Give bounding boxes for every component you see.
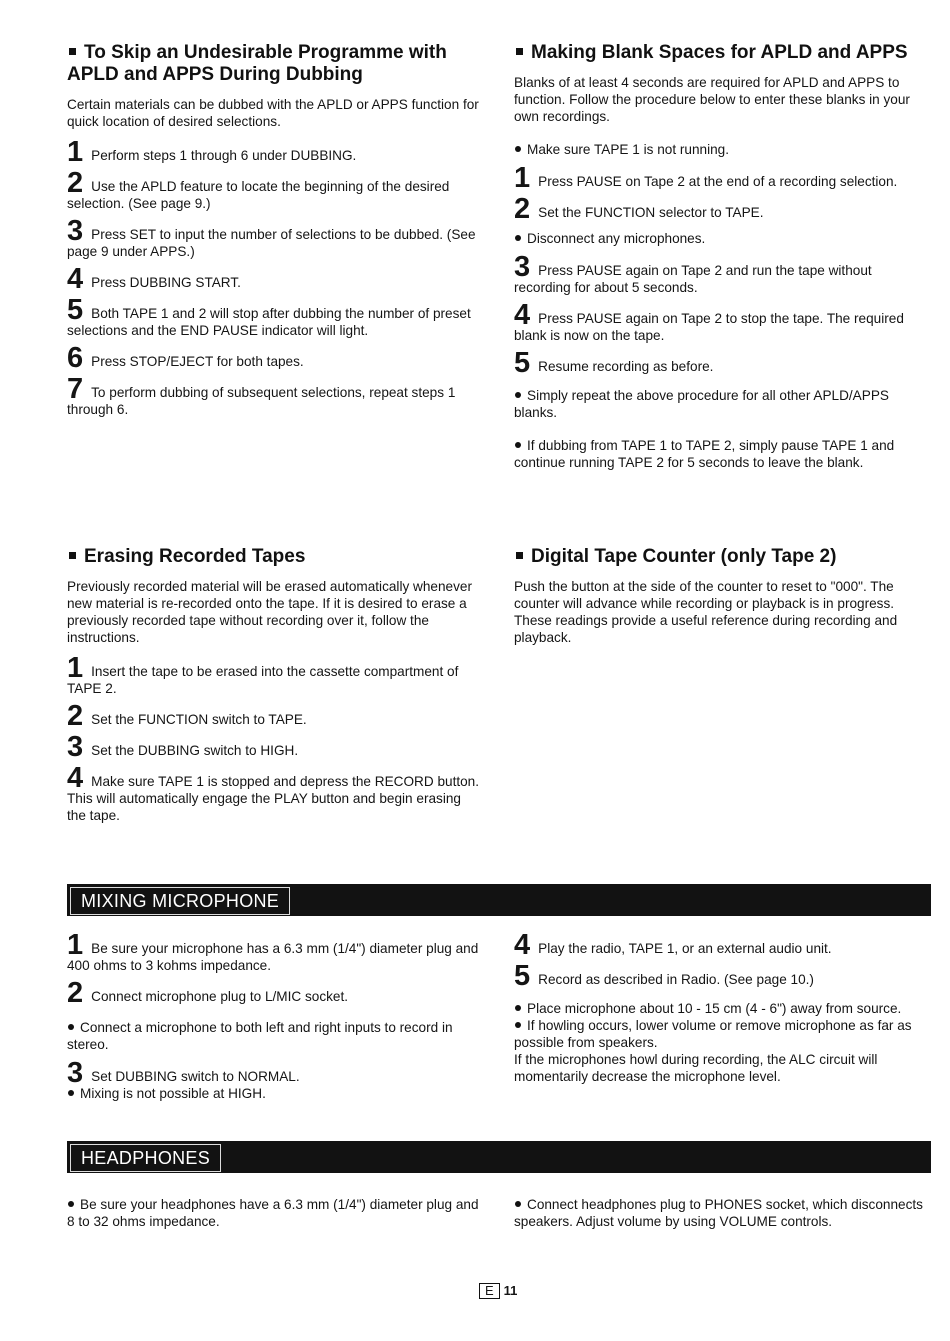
headphones-header: HEADPHONES xyxy=(70,1144,221,1172)
headphones-left xyxy=(67,1196,483,1240)
mixing-note-plain: If the microphones howl during recording, the ALC circuit will momentarily decrease the microphone level. xyxy=(514,1052,878,1084)
bullet-icon xyxy=(515,1005,521,1011)
erase-step: 1 Insert the tape to be erased into the cassette compartment of TAPE 2. xyxy=(67,652,459,696)
bullet-icon xyxy=(515,392,521,398)
blank-note: Make sure TAPE 1 is not running. xyxy=(514,141,930,158)
bullet-icon xyxy=(515,235,521,241)
skip-step: 5 Both TAPE 1 and 2 will stop after dubbing the number of preset selections and the END PAUSE indicator will light. xyxy=(67,294,471,338)
blank-step: 5 Resume recording as before. xyxy=(514,347,714,379)
skip-title: To Skip an Undesirable Programme with APLD and APPS During Dubbing xyxy=(67,42,447,85)
square-bullet-icon xyxy=(516,48,523,55)
blank-note: If dubbing from TAPE 1 to TAPE 2, simply pause TAPE 1 and continue running TAPE 2 for 5 seconds to leave the blank. xyxy=(514,438,895,470)
blank-step: 3 Press PAUSE again on Tape 2 and run the tape without recording for about 5 seconds. xyxy=(514,251,872,295)
bullet-icon xyxy=(515,442,521,448)
skip-step: 7 To perform dubbing of subsequent selections, repeat steps 1 through 6. xyxy=(67,373,456,417)
blank-note: Simply repeat the above procedure for all other APLD/APPS blanks. xyxy=(514,388,889,420)
counter-section xyxy=(514,546,930,658)
blank-step: 2 Set the FUNCTION selector to TAPE. xyxy=(514,193,764,225)
mixing-step: 4 Play the radio, TAPE 1, or an external audio unit. xyxy=(514,929,832,961)
skip-step: 6 Press STOP/EJECT for both tapes. xyxy=(67,342,304,374)
bullet-icon xyxy=(68,1090,74,1096)
mixing-step: 3 Set DUBBING switch to NORMAL. xyxy=(67,1057,300,1089)
blank-step: 4 Press PAUSE again on Tape 2 to stop the tape. The required blank is now on the tape. xyxy=(514,299,904,343)
mixing-right xyxy=(514,929,930,1097)
skip-step: 1 Perform steps 1 through 6 under DUBBING. xyxy=(67,136,357,168)
erase-step: 2 Set the FUNCTION switch to TAPE. xyxy=(67,700,307,732)
page-number: 11 xyxy=(503,1283,518,1298)
mixing-note: Place microphone about 10 - 15 cm (4 - 6") away from source. xyxy=(514,1000,930,1017)
counter-text: Push the button at the side of the counter to reset to "000". The counter will advance while recording or playback is in progress. These readings provide a useful reference during recording and playback. xyxy=(514,579,898,645)
bullet-icon xyxy=(68,1024,74,1030)
erase-intro: Previously recorded material will be erased automatically whenever new material is re-recorded onto the tape. If it is desired to erase a previously recorded tape without recording over it, follow the instructions. xyxy=(67,579,472,645)
headphones-note: Connect headphones plug to PHONES socket, which disconnects speakers. Adjust volume by using VOLUME controls. xyxy=(514,1197,923,1229)
blank-step: 1 Press PAUSE on Tape 2 at the end of a recording selection. xyxy=(514,162,898,194)
mixing-step: 5 Record as described in Radio. (See page 10.) xyxy=(514,960,814,992)
skip-intro: Certain materials can be dubbed with the APLD or APPS function for quick location of desired selections. xyxy=(67,97,479,129)
mixing-step: 1 Be sure your microphone has a 6.3 mm (1/4") diameter plug and 400 ohms to 3 kohms impedance. xyxy=(67,929,479,973)
mixing-left xyxy=(67,929,483,1112)
square-bullet-icon xyxy=(69,552,76,559)
headphones-header-bar xyxy=(67,1141,931,1173)
bullet-icon xyxy=(515,146,521,152)
erase-section xyxy=(67,546,483,833)
mixing-step: 2 Connect microphone plug to L/MIC socket. xyxy=(67,977,349,1009)
bullet-icon xyxy=(515,1201,521,1207)
headphones-note: Be sure your headphones have a 6.3 mm (1/4") diameter plug and 8 to 32 ohms impedance. xyxy=(67,1197,479,1229)
mixing-note: If howling occurs, lower volume or remove microphone as far as possible from speakers. xyxy=(514,1018,912,1050)
blank-section xyxy=(514,42,930,481)
bullet-icon xyxy=(68,1201,74,1207)
blank-intro: Blanks of at least 4 seconds are required for APLD and APPS to function. Follow the procedure below to enter these blanks in your own recordings. xyxy=(514,75,910,124)
square-bullet-icon xyxy=(69,48,76,55)
skip-step: 4 Press DUBBING START. xyxy=(67,263,241,295)
blank-title: Making Blank Spaces for APLD and APPS xyxy=(514,42,930,64)
bullet-icon xyxy=(515,1022,521,1028)
skip-step: 3 Press SET to input the number of selections to be dubbed. (See page 9 under APPS.) xyxy=(67,215,476,259)
skip-step: 2 Use the APLD feature to locate the beginning of the desired selection. (See page 9.) xyxy=(67,167,450,211)
mixing-note: Mixing is not possible at HIGH. xyxy=(67,1085,483,1102)
erase-title: Erasing Recorded Tapes xyxy=(67,546,483,568)
erase-step: 3 Set the DUBBING switch to HIGH. xyxy=(67,731,299,763)
square-bullet-icon xyxy=(516,552,523,559)
mixing-note: Connect a microphone to both left and right inputs to record in stereo. xyxy=(67,1020,453,1052)
skip-section xyxy=(67,42,483,427)
erase-step: 4 Make sure TAPE 1 is stopped and depress the RECORD button. This will automatically engage the PLAY button and begin erasing the tape. xyxy=(67,762,480,823)
page-footer xyxy=(479,1283,517,1299)
counter-title: Digital Tape Counter (only Tape 2) xyxy=(514,546,930,568)
mixing-header: MIXING MICROPHONE xyxy=(70,887,290,915)
headphones-right xyxy=(514,1196,930,1240)
blank-note: Disconnect any microphones. xyxy=(514,230,930,247)
mixing-header-bar xyxy=(67,884,931,916)
language-badge: E xyxy=(479,1283,500,1299)
